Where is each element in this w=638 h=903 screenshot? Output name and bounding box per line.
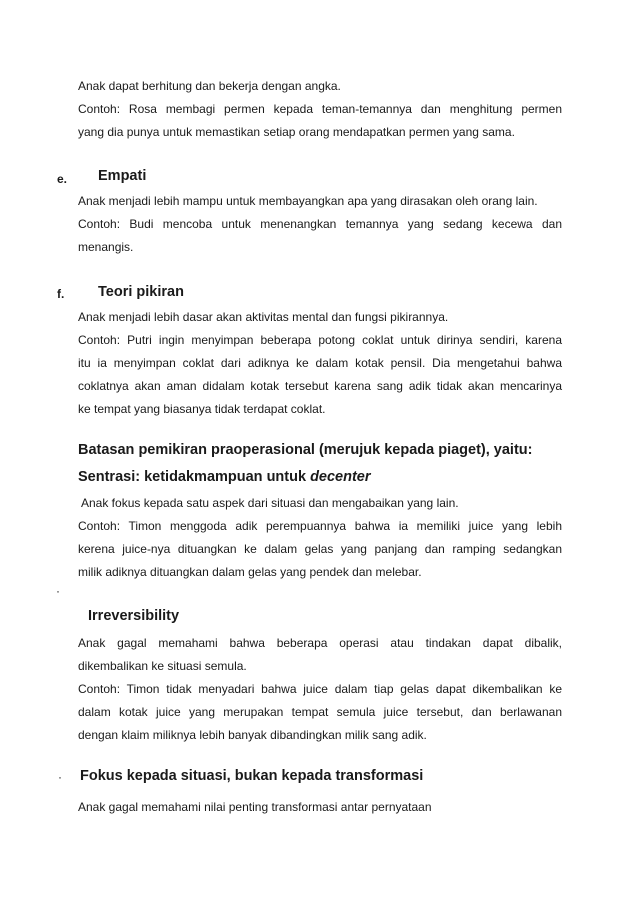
teori-line-5: ke tempat yang biasanya tidak terdapat coklat. xyxy=(78,402,326,416)
fokus-heading: Fokus kepada situasi, bukan kepada transformasi xyxy=(80,768,424,784)
empati-heading: Empati xyxy=(98,168,147,184)
sentrasi-line-3: kerena juice-nya dituangkan ke dalam gelas yang panjang dan ramping sedangkan xyxy=(78,542,562,556)
irreversibility-line-4: dalam kotak juice yang merupakan tempat semula juice tersebut, dan berlawanan xyxy=(78,705,562,719)
teori-line-1: Anak menjadi lebih dasar akan aktivitas mental dan fungsi pikirannya. xyxy=(78,310,449,324)
empati-line-3: menangis. xyxy=(78,240,134,254)
sentrasi-line-2: Contoh: Timon menggoda adik perempuannya bahwa ia memiliki juice yang lebih xyxy=(78,519,562,533)
bullet-dot: · xyxy=(58,770,62,784)
irreversibility-heading: Irreversibility xyxy=(88,608,180,624)
teori-heading: Teori pikiran xyxy=(98,284,184,300)
irreversibility-line-2: dikembalikan ke situasi semula. xyxy=(78,659,247,673)
batasan-heading: Batasan pemikiran praoperasional (merujuk kepada piaget), yaitu: xyxy=(78,442,533,458)
sentrasi-line-4: milik adiknya dituangkan dalam gelas yang pendek dan melebar. xyxy=(78,565,422,579)
sentrasi-subheading xyxy=(78,469,371,486)
fokus-line-1: Anak gagal memahami nilai penting transformasi antar pernyataan xyxy=(78,800,432,814)
teori-line-4: coklatnya akan aman didalam kotak tersebut karena sang adik tidak akan mencarinya xyxy=(78,379,562,393)
section-f-marker: f. xyxy=(57,287,65,301)
teori-line-3: itu ia menyimpan coklat dari adiknya ke dalam kotak pensil. Dia mengetahui bahwa xyxy=(78,356,562,370)
decenter-term: decenter xyxy=(310,469,371,485)
empati-line-2: Contoh: Budi mencoba untuk menenangkan temannya yang sedang kecewa dan xyxy=(78,217,562,231)
intro-line-1: Anak dapat berhitung dan bekerja dengan angka. xyxy=(78,79,341,93)
irreversibility-line-1: Anak gagal memahami bahwa beberapa operasi atau tindakan dapat dibalik, xyxy=(78,636,562,650)
irreversibility-line-5: dengan klaim miliknya lebih banyak dibandingkan milik sang adik. xyxy=(78,728,427,742)
empati-line-1: Anak menjadi lebih mampu untuk membayangkan apa yang dirasakan oleh orang lain. xyxy=(78,194,538,208)
intro-line-3: yang dia punya untuk memastikan setiap orang mendapatkan permen yang sama. xyxy=(78,125,515,139)
teori-line-2: Contoh: Putri ingin menyimpan beberapa potong coklat untuk dirinya sendiri, karena xyxy=(78,333,562,347)
sentrasi-prefix: Sentrasi: ketidakmampuan untuk xyxy=(78,469,311,485)
section-e-marker: e. xyxy=(57,172,68,186)
sentrasi-line-1: Anak fokus kepada satu aspek dari situasi dan mengabaikan yang lain. xyxy=(81,496,459,510)
irreversibility-line-3: Contoh: Timon tidak menyadari bahwa juice dalam tiap gelas dapat dikembalikan ke xyxy=(78,682,562,696)
intro-line-2: Contoh: Rosa membagi permen kepada teman-temannya dan menghitung permen xyxy=(78,102,562,116)
bullet-dot: · xyxy=(56,584,60,598)
